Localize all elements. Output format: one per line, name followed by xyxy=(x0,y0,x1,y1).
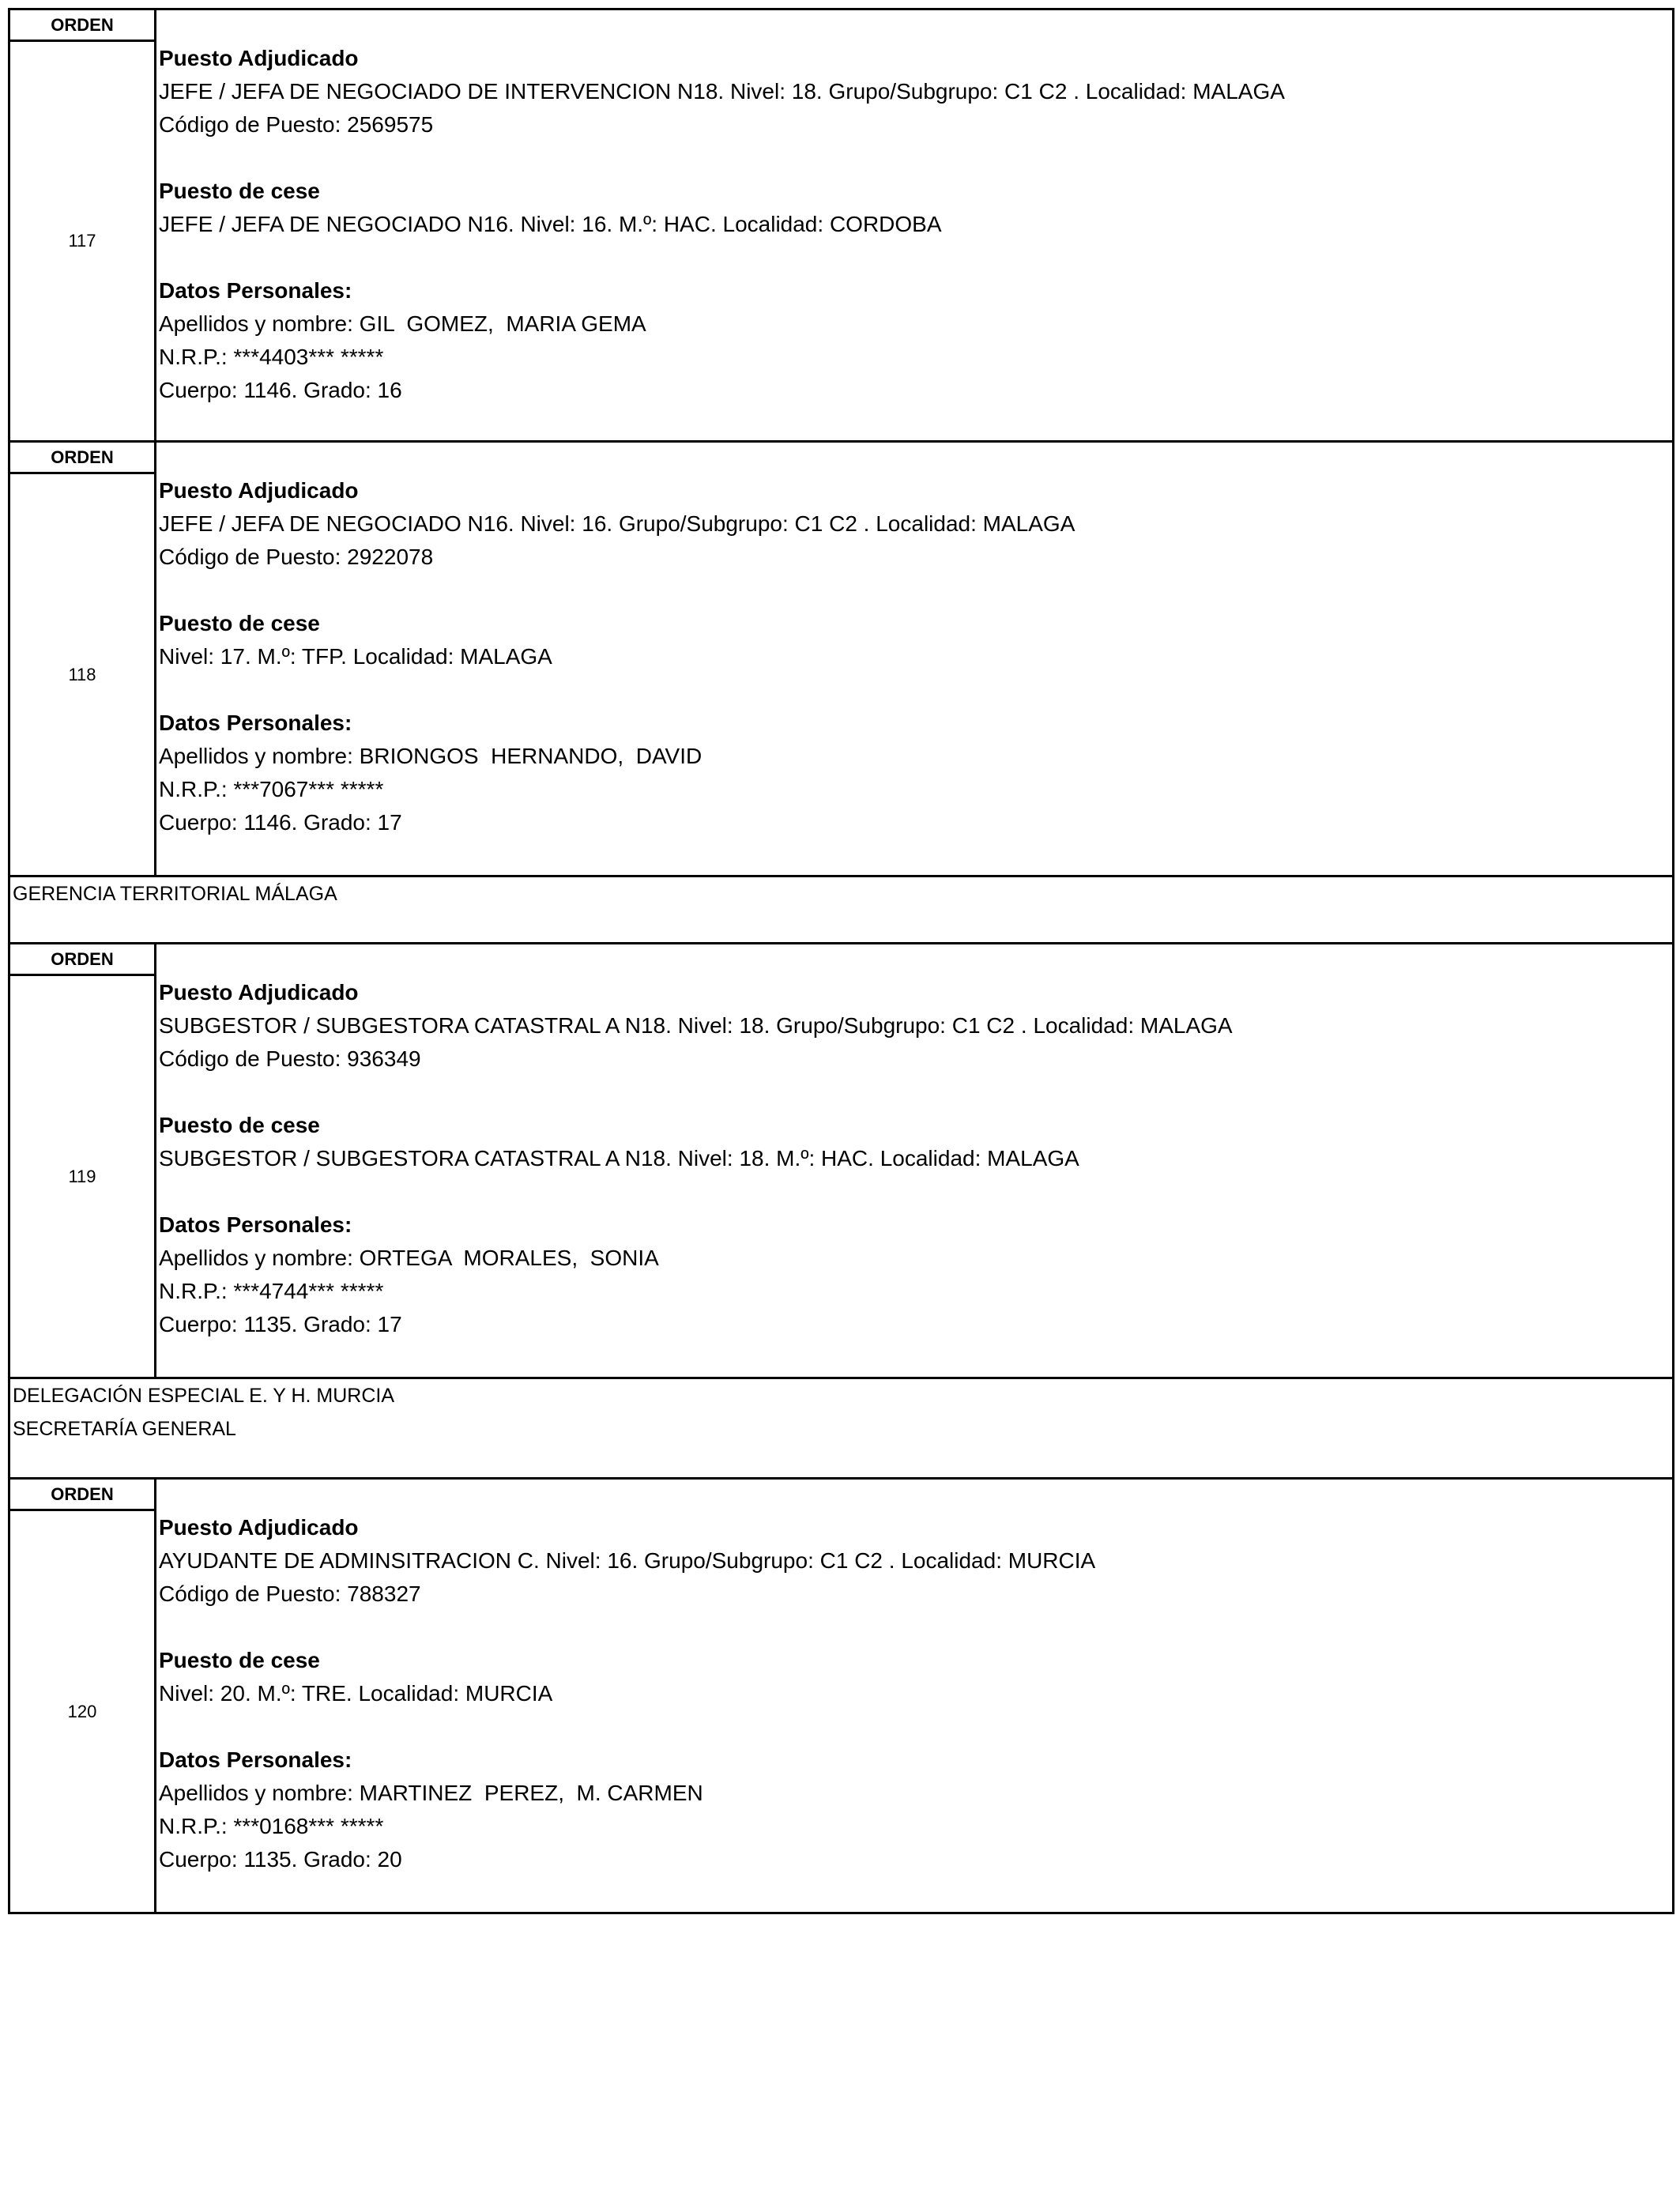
orden-header: ORDEN xyxy=(10,443,154,474)
puesto-adjudicado-heading: Puesto Adjudicado xyxy=(159,46,359,70)
orden-header: ORDEN xyxy=(10,944,154,976)
orden-number: 118 xyxy=(68,664,96,684)
orden-header: ORDEN xyxy=(10,1480,154,1511)
puesto-adjudicado-desc: SUBGESTOR / SUBGESTORA CATASTRAL A N18. Nivel: 18. Grupo/Subgrupo: C1 C2 . Localidad: MALAGA xyxy=(159,1013,1233,1038)
puesto-adjudicado-desc: JEFE / JEFA DE NEGOCIADO N16. Nivel: 16. Grupo/Subgrupo: C1 C2 . Localidad: MALAGA xyxy=(159,511,1075,536)
nrp: N.R.P.: ***4403*** ***** xyxy=(159,345,384,369)
apellidos-nombre: Apellidos y nombre: MARTINEZ PEREZ, M. CARMEN xyxy=(159,1781,703,1805)
apellidos-nombre: Apellidos y nombre: ORTEGA MORALES, SONIA xyxy=(159,1246,659,1270)
puesto-cese-heading: Puesto de cese xyxy=(159,1648,320,1672)
section-header-murcia xyxy=(8,1379,1674,1480)
apellidos-nombre: Apellidos y nombre: BRIONGOS HERNANDO, DAVID xyxy=(159,744,703,768)
orden-number: 119 xyxy=(68,1166,96,1186)
puesto-adjudicado-heading: Puesto Adjudicado xyxy=(159,478,359,503)
puesto-adjudicado-desc: JEFE / JEFA DE NEGOCIADO DE INTERVENCION N18. Nivel: 18. Grupo/Subgrupo: C1 C2 . Localidad: MALAGA xyxy=(159,79,1285,104)
section-subtitle: SECRETARÍA GENERAL xyxy=(13,1418,236,1440)
orden-column xyxy=(10,10,156,440)
orden-column xyxy=(10,944,156,1377)
cuerpo-grado: Cuerpo: 1135. Grado: 20 xyxy=(159,1847,402,1872)
nrp: N.R.P.: ***4744*** ***** xyxy=(159,1279,384,1303)
section-title: DELEGACIÓN ESPECIAL E. Y H. MURCIA xyxy=(13,1385,395,1407)
puesto-cese-heading: Puesto de cese xyxy=(159,611,320,635)
entry-119 xyxy=(8,944,1674,1379)
orden-number: 117 xyxy=(68,231,96,251)
puesto-adjudicado-desc: AYUDANTE DE ADMINSITRACION C. Nivel: 16. Grupo/Subgrupo: C1 C2 . Localidad: MURCIA xyxy=(159,1548,1096,1573)
section-title: GERENCIA TERRITORIAL MÁLAGA xyxy=(13,883,337,905)
entry-details xyxy=(156,443,1672,875)
datos-personales-heading: Datos Personales: xyxy=(159,278,352,303)
puesto-cese-desc: JEFE / JEFA DE NEGOCIADO N16. Nivel: 16. M.º: HAC. Localidad: CORDOBA xyxy=(159,212,942,236)
cuerpo-grado: Cuerpo: 1146. Grado: 17 xyxy=(159,810,402,835)
datos-personales-heading: Datos Personales: xyxy=(159,711,352,735)
entry-details xyxy=(156,10,1672,440)
datos-personales-heading: Datos Personales: xyxy=(159,1747,352,1772)
entry-120 xyxy=(8,1480,1674,1914)
nrp: N.R.P.: ***0168*** ***** xyxy=(159,1814,384,1838)
orden-column xyxy=(10,443,156,875)
puesto-cese-desc: Nivel: 20. M.º: TRE. Localidad: MURCIA xyxy=(159,1681,553,1706)
entry-118 xyxy=(8,443,1674,877)
puesto-adjudicado-heading: Puesto Adjudicado xyxy=(159,980,359,1005)
orden-column xyxy=(10,1480,156,1912)
orden-number: 120 xyxy=(67,1701,97,1721)
document-page xyxy=(8,8,1674,1914)
puesto-cese-desc: Nivel: 17. M.º: TFP. Localidad: MALAGA xyxy=(159,644,552,669)
entry-details xyxy=(156,944,1672,1377)
cuerpo-grado: Cuerpo: 1135. Grado: 17 xyxy=(159,1312,402,1336)
puesto-cese-desc: SUBGESTOR / SUBGESTORA CATASTRAL A N18. Nivel: 18. M.º: HAC. Localidad: MALAGA xyxy=(159,1146,1079,1171)
orden-header: ORDEN xyxy=(10,10,154,42)
puesto-cese-heading: Puesto de cese xyxy=(159,179,320,203)
datos-personales-heading: Datos Personales: xyxy=(159,1212,352,1237)
codigo-puesto: Código de Puesto: 2569575 xyxy=(159,112,434,137)
puesto-adjudicado-heading: Puesto Adjudicado xyxy=(159,1515,359,1540)
section-header-malaga xyxy=(8,877,1674,944)
codigo-puesto: Código de Puesto: 788327 xyxy=(159,1581,421,1606)
puesto-cese-heading: Puesto de cese xyxy=(159,1113,320,1137)
entry-details xyxy=(156,1480,1672,1912)
codigo-puesto: Código de Puesto: 936349 xyxy=(159,1046,421,1071)
apellidos-nombre: Apellidos y nombre: GIL GOMEZ, MARIA GEMA xyxy=(159,311,646,336)
cuerpo-grado: Cuerpo: 1146. Grado: 16 xyxy=(159,378,402,402)
entry-117 xyxy=(8,8,1674,443)
codigo-puesto: Código de Puesto: 2922078 xyxy=(159,545,434,569)
nrp: N.R.P.: ***7067*** ***** xyxy=(159,777,384,801)
